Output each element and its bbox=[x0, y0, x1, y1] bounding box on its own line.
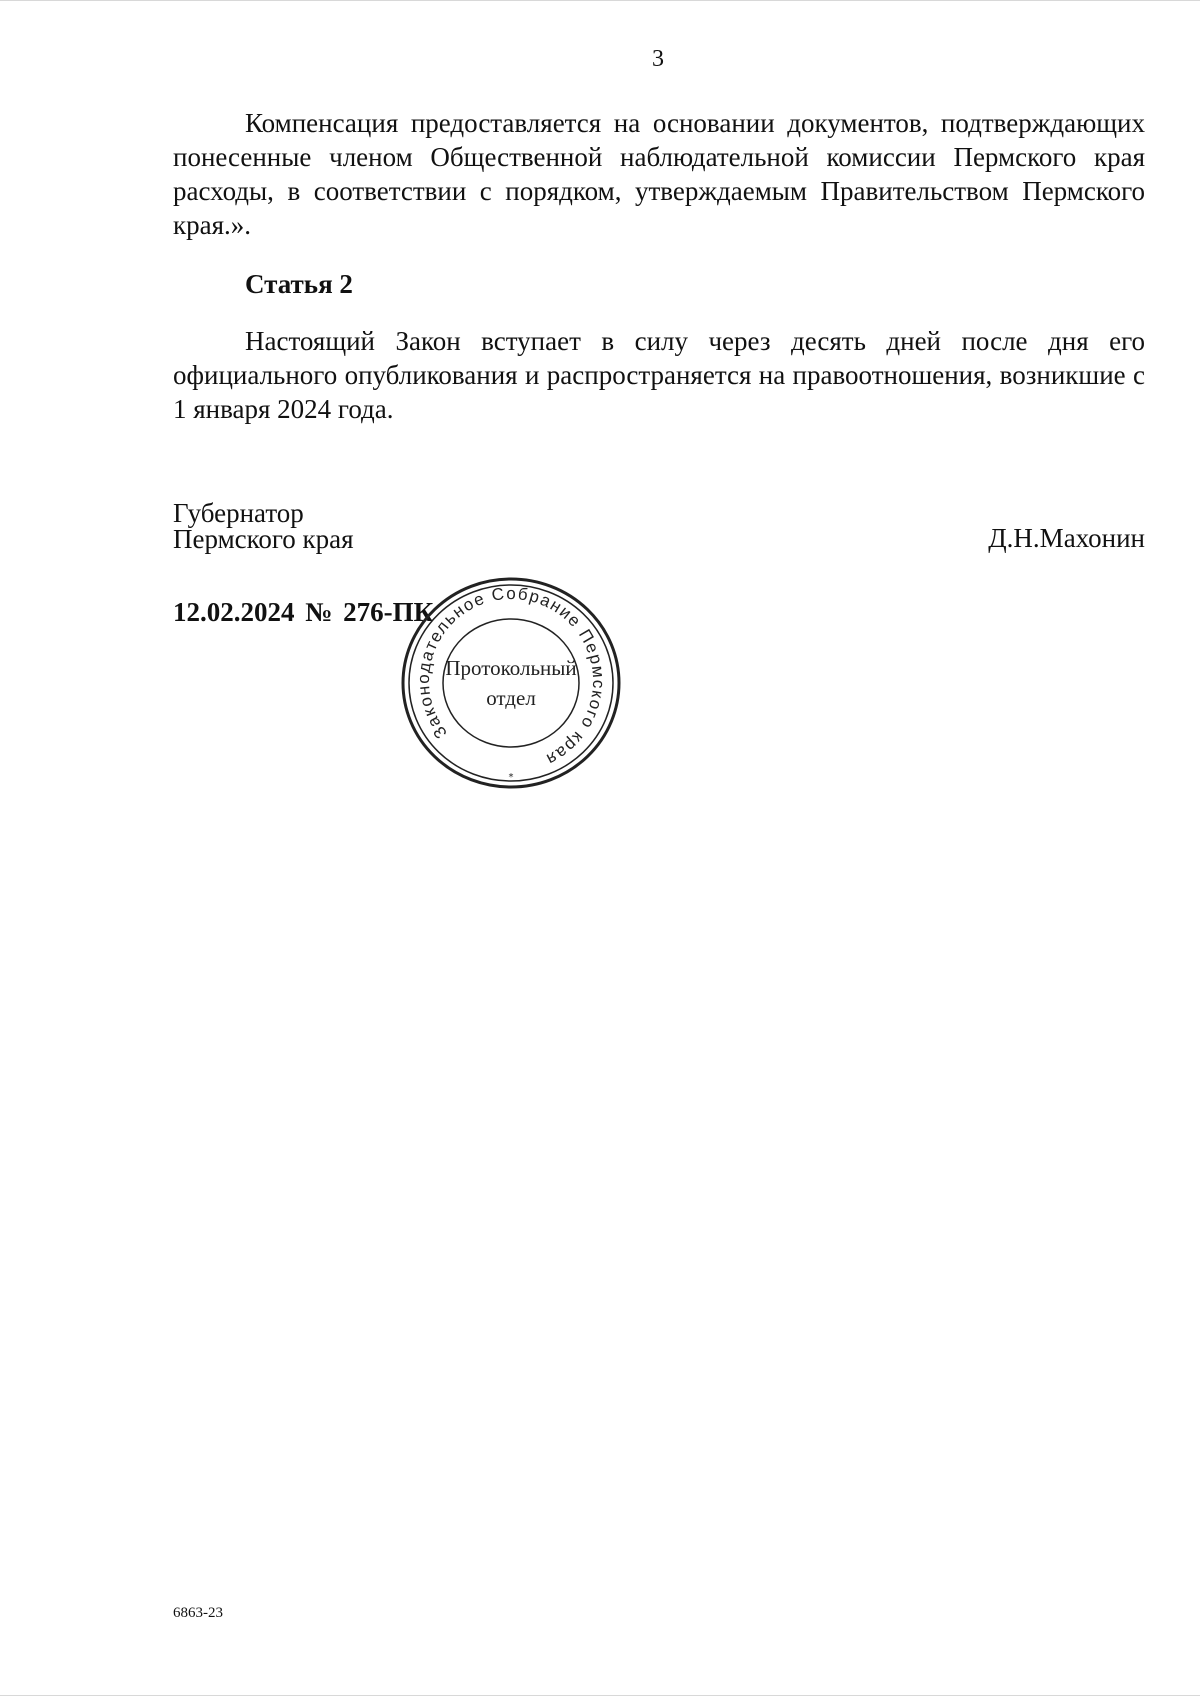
stamp-ring-textpath: Законодательное Собрание Пермского края bbox=[413, 583, 609, 770]
signatory-position bbox=[173, 500, 354, 552]
footer-document-code: 6863-23 bbox=[173, 1605, 223, 1621]
signatory-position-line2: Пермского края bbox=[173, 524, 354, 554]
stamp-center-line2: отдел bbox=[486, 686, 536, 710]
paragraph-compensation: Компенсация предоставляется на основании документов, подтверждающих понесенные членом Общественной наблюдательной комиссии Пермского края расходы, в соответствии с порядком, утверждаемым Правительством Пермского края.». bbox=[173, 108, 1145, 240]
official-stamp bbox=[398, 575, 624, 793]
article-heading: Статья 2 bbox=[245, 269, 353, 299]
document-date-number bbox=[173, 595, 433, 629]
stamp-star-icon: * bbox=[508, 772, 514, 783]
page-number: 3 bbox=[652, 46, 664, 72]
signatory-position-line1: Губернатор bbox=[173, 498, 304, 528]
paragraph-entry-into-force: Настоящий Закон вступает в силу через десять дней после дня его официального опубликования и распространяется на правоотношения, возникшие с 1 января 2024 года. bbox=[173, 326, 1145, 424]
document-number: № 276-ПК bbox=[305, 597, 434, 627]
signatory-name: Д.Н.Махонин bbox=[988, 523, 1145, 553]
document-date: 12.02.2024 bbox=[173, 597, 295, 627]
stamp-center-line1: Протокольный bbox=[445, 656, 577, 680]
